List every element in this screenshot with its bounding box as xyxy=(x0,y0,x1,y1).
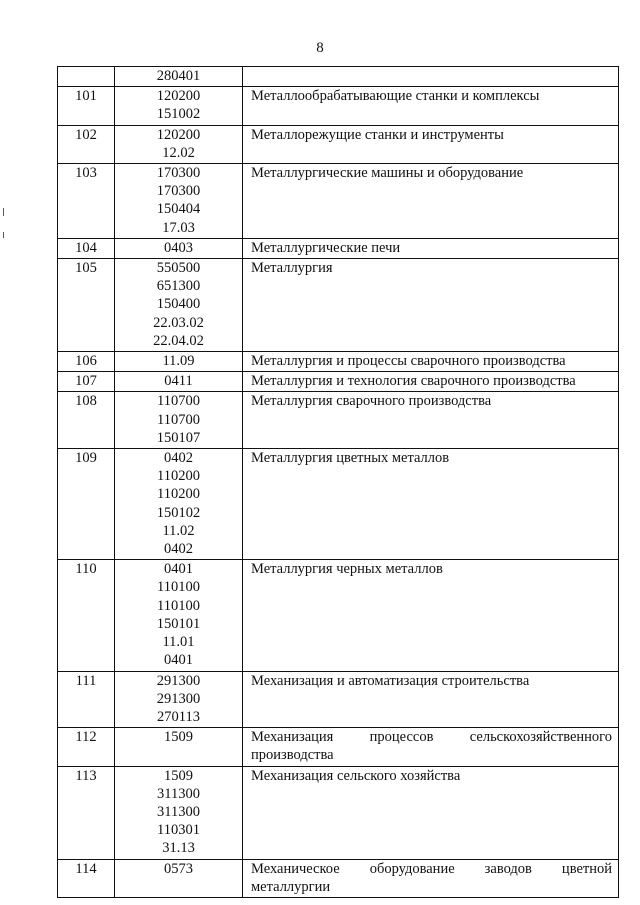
code-cell xyxy=(115,87,243,125)
code-value: 110700 xyxy=(157,393,200,410)
specialty-name-cell xyxy=(243,859,619,897)
code-value: 150102 xyxy=(156,504,201,521)
code-cell xyxy=(115,392,243,449)
row-number: 110 xyxy=(58,560,115,671)
code-value: 17.03 xyxy=(162,219,195,236)
row-number: 108 xyxy=(58,392,115,449)
table-row xyxy=(58,392,619,449)
code-value: 150400 xyxy=(156,296,201,313)
code-value: 170300 xyxy=(156,183,201,200)
specialty-name: Металлургия цветных металлов xyxy=(251,450,450,467)
specialty-name: Механизация сельского хозяйства xyxy=(251,767,461,784)
specialty-name: Металлургия xyxy=(251,260,333,277)
code-value: 0573 xyxy=(164,860,193,877)
specialty-name-cell xyxy=(243,766,619,859)
specialty-name: Металлургия сварочного производства xyxy=(251,393,492,410)
code-value: 270113 xyxy=(157,708,200,725)
code-value: 311300 xyxy=(157,803,200,820)
code-value: 150404 xyxy=(156,201,201,218)
code-value: 280401 xyxy=(156,68,201,84)
row-number: 104 xyxy=(58,238,115,258)
code-cell xyxy=(115,728,243,766)
row-number: 105 xyxy=(58,259,115,352)
row-number: 107 xyxy=(58,372,115,392)
table-row xyxy=(58,728,619,766)
table-body xyxy=(58,67,619,898)
code-value: 12.02 xyxy=(162,144,195,161)
specialty-name: Механизация процессов сельскохозяйственного производства xyxy=(251,729,612,764)
specialty-name-cell xyxy=(243,449,619,560)
code-value: 110100 xyxy=(157,597,200,614)
code-cell xyxy=(115,766,243,859)
specialty-name-cell xyxy=(243,671,619,728)
code-value: 11.01 xyxy=(162,634,195,651)
code-value: 110100 xyxy=(157,579,200,596)
specialty-name-cell xyxy=(243,125,619,163)
specialty-name-cell xyxy=(243,259,619,352)
code-value: 311300 xyxy=(157,785,200,802)
table-row xyxy=(58,125,619,163)
code-value: 120200 xyxy=(156,88,201,105)
specialty-name-cell xyxy=(243,728,619,766)
table-row xyxy=(58,560,619,671)
code-value: 1509 xyxy=(164,767,193,784)
code-cell xyxy=(115,372,243,392)
code-value: 110700 xyxy=(157,411,200,428)
table-row xyxy=(58,259,619,352)
scan-edge-mark xyxy=(3,232,4,238)
specialty-name: Механическое оборудование заводов цветной металлургии xyxy=(251,860,612,895)
code-value: 291300 xyxy=(156,672,201,689)
scan-edge-mark xyxy=(3,208,4,216)
table-row xyxy=(58,352,619,372)
code-cell xyxy=(115,259,243,352)
table-row xyxy=(58,67,619,87)
specialty-codes-table xyxy=(57,66,619,898)
code-cell xyxy=(115,560,243,671)
code-value: 11.02 xyxy=(162,522,195,539)
specialty-name: Металлургические машины и оборудование xyxy=(251,165,524,182)
code-cell xyxy=(115,352,243,372)
row-number: 111 xyxy=(58,671,115,728)
table-row xyxy=(58,164,619,239)
specialty-name: Металлургия и процессы сварочного производства xyxy=(251,353,566,370)
code-value: 150101 xyxy=(156,615,201,632)
table-row xyxy=(58,372,619,392)
code-value: 0401 xyxy=(164,652,193,669)
specialty-name-cell xyxy=(243,238,619,258)
specialty-name: Металлообрабатывающие станки и комплексы xyxy=(251,88,540,105)
code-value: 22.04.02 xyxy=(153,332,204,349)
row-number: 102 xyxy=(58,125,115,163)
code-value: 550500 xyxy=(156,260,201,277)
row-number: 114 xyxy=(58,859,115,897)
code-value: 1509 xyxy=(164,729,193,746)
code-value: 120200 xyxy=(156,126,201,143)
code-value: 110200 xyxy=(157,486,200,503)
row-number xyxy=(58,67,115,87)
code-value: 151002 xyxy=(156,106,201,123)
table-row xyxy=(58,238,619,258)
row-number: 109 xyxy=(58,449,115,560)
code-cell xyxy=(115,125,243,163)
code-value: 291300 xyxy=(156,690,201,707)
code-value: 22.03.02 xyxy=(153,314,204,331)
specialty-name: Механизация и автоматизация строительства xyxy=(251,672,530,689)
specialty-name-cell xyxy=(243,560,619,671)
code-value: 0402 xyxy=(164,541,193,558)
row-number: 103 xyxy=(58,164,115,239)
table-row xyxy=(58,87,619,125)
specialty-name: Металлургические печи xyxy=(251,239,401,256)
code-cell xyxy=(115,238,243,258)
row-number: 112 xyxy=(58,728,115,766)
specialty-name-cell xyxy=(243,87,619,125)
code-value: 110301 xyxy=(157,822,200,839)
specialty-name-cell xyxy=(243,352,619,372)
code-value: 150107 xyxy=(156,429,201,446)
code-value: 170300 xyxy=(156,165,201,182)
code-cell xyxy=(115,859,243,897)
code-value: 651300 xyxy=(156,278,201,295)
code-value: 0403 xyxy=(164,239,193,256)
page-number: 8 xyxy=(316,40,324,56)
code-value: 110200 xyxy=(157,468,200,485)
code-cell xyxy=(115,67,243,87)
code-value: 31.13 xyxy=(162,840,195,857)
specialty-name: Металлургия и технология сварочного производства xyxy=(251,373,576,390)
row-number: 113 xyxy=(58,766,115,859)
code-cell xyxy=(115,164,243,239)
specialty-name-cell xyxy=(243,164,619,239)
code-value: 0401 xyxy=(164,561,193,578)
table-row xyxy=(58,671,619,728)
code-cell xyxy=(115,671,243,728)
code-value: 0411 xyxy=(164,373,193,390)
code-value: 0402 xyxy=(164,450,193,467)
code-value: 11.09 xyxy=(162,353,195,370)
specialty-name-cell xyxy=(243,67,619,87)
row-number: 101 xyxy=(58,87,115,125)
specialty-name: Металлургия черных металлов xyxy=(251,561,443,578)
specialty-name: Металлорежущие станки и инструменты xyxy=(251,126,504,143)
table-row xyxy=(58,859,619,897)
row-number: 106 xyxy=(58,352,115,372)
code-cell xyxy=(115,449,243,560)
specialty-name-cell xyxy=(243,392,619,449)
table-row xyxy=(58,449,619,560)
specialty-name-cell xyxy=(243,372,619,392)
table-row xyxy=(58,766,619,859)
